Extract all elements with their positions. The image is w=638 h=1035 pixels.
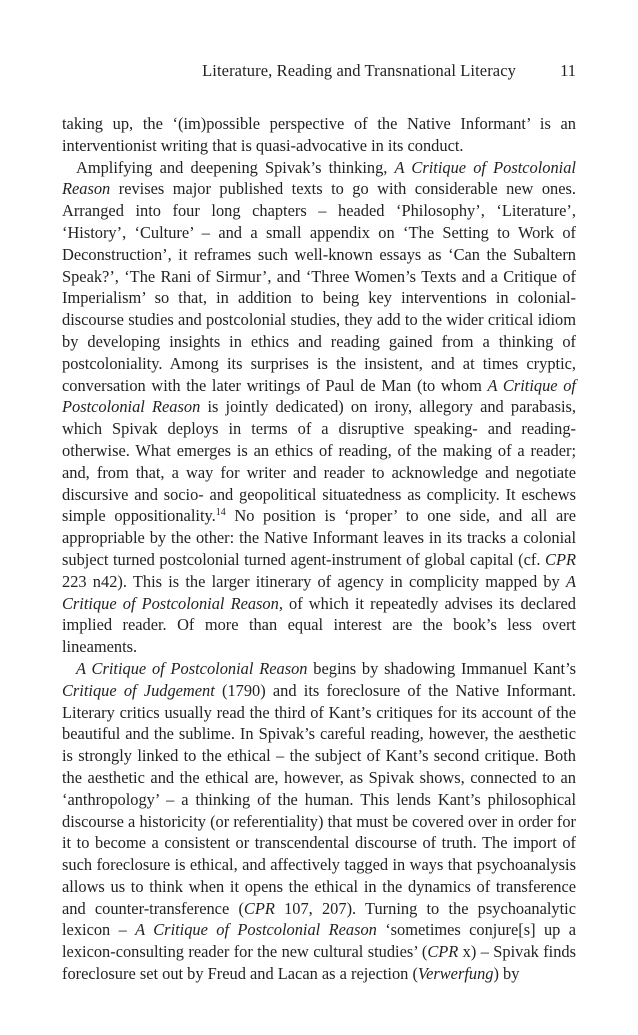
italic-title: CPR xyxy=(243,898,275,918)
text-run: Amplifying and deepening Spivak’s thinking, xyxy=(76,157,395,177)
text-run: taking up, the ‘(im)possible perspective of the Native Informant’ is an interventionist writing that is quasi-advocative in its conduct. xyxy=(62,114,576,155)
body-text xyxy=(62,113,576,985)
text-run: is jointly dedicated) on irony, allegory and parabasis, which Spivak deploys in terms of a disruptive speaking- and reading-otherwise. What emerges is an ethics of reading, of the making of a reader; and, from that, a way for writer and reader to acknowledge and negotiate discursive and socio- and geopolitical situatedness as complicity. It eschews simple oppositionality. xyxy=(62,397,576,526)
italic-title: Critique of Judgement xyxy=(62,680,215,700)
footnote-marker: 14 xyxy=(215,507,226,519)
paragraph xyxy=(62,113,576,157)
paragraph xyxy=(62,157,576,658)
page-number: 11 xyxy=(560,61,576,80)
italic-title: A Critique of Postcolonial Reason xyxy=(62,375,576,417)
italic-title: A Critique of Postcolonial Reason xyxy=(76,658,308,678)
italic-title: A Critique of Postcolonial Reason, xyxy=(62,571,576,613)
running-head-title: Literature, Reading and Transnational Literacy xyxy=(202,61,516,80)
text-run: ‘sometimes conjure[s] up a lexicon-consulting reader for the new cultural studies’ ( xyxy=(62,920,576,962)
paragraph xyxy=(62,658,576,985)
text-run: of which it repeatedly advises its declared implied reader. Of more than equal interest are the book’s less overt lineaments. xyxy=(62,593,576,657)
italic-title: Verwerfung xyxy=(417,964,494,984)
italic-title: CPR xyxy=(545,549,576,569)
running-head xyxy=(62,60,576,82)
text-run: ) by xyxy=(493,964,520,984)
text-run: No position is ‘proper’ to one side, and all are appropriable by the other: the Native Informant leaves in its tracks a colonial subject turned postcolonial turned agent-instrument of global capital (cf. xyxy=(62,506,576,569)
italic-title: CPR xyxy=(427,942,459,962)
text-run: x) – Spivak finds foreclosure set out by Freud and Lacan as a rejection ( xyxy=(62,942,576,984)
italic-title: A Critique of Postcolonial Reason xyxy=(62,157,576,199)
text-run: begins by shadowing Immanuel Kant’s xyxy=(307,658,577,678)
text-run: revises major published texts to go with considerable new ones. Arranged into four long chapters – headed ‘Philosophy’, ‘Literature’, ‘History’, ‘Culture’ – and a small appendix on ‘The Setting to Work of Deconstruction’, it reframes such well-known essays as ‘Can the Subaltern Speak?’, ‘The Rani of Sirmur’, and ‘Three Women’s Texts and a Critique of Imperialism’ so that, in addition to being key interventions in colonial-discourse studies and postcolonial studies, they add to the wider critical idiom by developing insights in ethics and reading gained from a thinking of postcoloniality. Among its surprises is the insistent, and at times cryptic, conversation with the later writings of Paul de Man (to whom xyxy=(62,179,576,395)
text-run: (1790) and its foreclosure of the Native Informant. Literary critics usually read the third of Kant’s critiques for its account of the beautiful and the sublime. In Spivak’s careful reading, however, the aesthetic is strongly linked to the ethical – the subject of Kant’s second critique. Both the aesthetic and the ethical are, however, as Spivak shows, connected to an ‘anthropology’ – a thinking of the human. This lends Kant’s philosophical discourse a historicity (or referentiality) that must be covered over in order for it to become a consistent or transcendental discourse of truth. The import of such foreclosure is ethical, and affectively tagged in ways that psychoanalysis allows us to think when it opens the ethical in the dynamics of transference and counter-transference ( xyxy=(62,680,576,918)
text-run: 107, 207). Turning to the psychoanalytic lexicon – xyxy=(62,898,576,940)
italic-title: A Critique of Postcolonial Reason xyxy=(135,920,377,940)
text-run: 223 n42). This is the larger itinerary of agency in complicity mapped by xyxy=(62,571,566,591)
